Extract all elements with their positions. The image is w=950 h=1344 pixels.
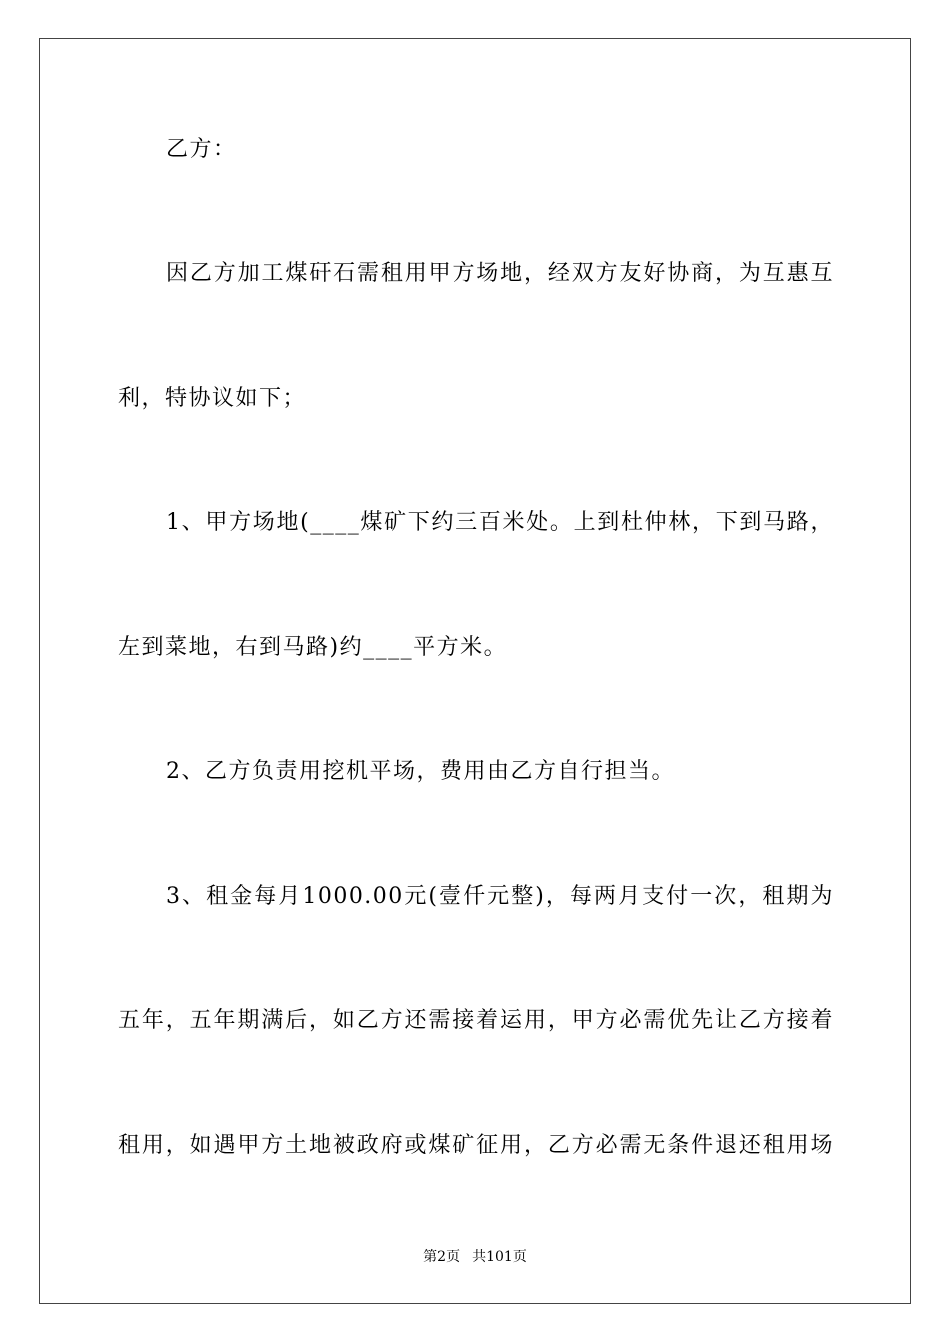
clause-3-line-2: 五年，五年期满后，如乙方还需接着运用，甲方必需优先让乙方接着 bbox=[118, 1008, 834, 1033]
page-number: 第2页 bbox=[423, 1249, 461, 1265]
page-footer bbox=[0, 1247, 950, 1267]
paragraph-intro-line-1: 因乙方加工煤矸石需租用甲方场地，经双方友好协商，为互惠互 bbox=[166, 261, 834, 286]
clause-1-line-1: 1、甲方场地(____煤矿下约三百米处。上到杜仲林，下到马路， bbox=[166, 510, 834, 535]
page-total: 共101页 bbox=[472, 1249, 527, 1265]
clause-1-line-2: 左到菜地，右到马路)约____平方米。 bbox=[118, 635, 508, 660]
paragraph-intro-line-2: 利，特协议如下； bbox=[118, 386, 307, 411]
clause-3-line-3: 租用，如遇甲方土地被政府或煤矿征用，乙方必需无条件退还租用场 bbox=[118, 1133, 834, 1158]
clause-2-line-1: 2、乙方负责用挖机平场，费用由乙方自行担当。 bbox=[166, 759, 675, 784]
page-frame bbox=[39, 38, 911, 1304]
clause-3-line-1: 3、租金每月1000.00元(壹仟元整)，每两月支付一次，租期为 bbox=[166, 884, 834, 909]
party-b-label: 乙方： bbox=[166, 137, 237, 162]
